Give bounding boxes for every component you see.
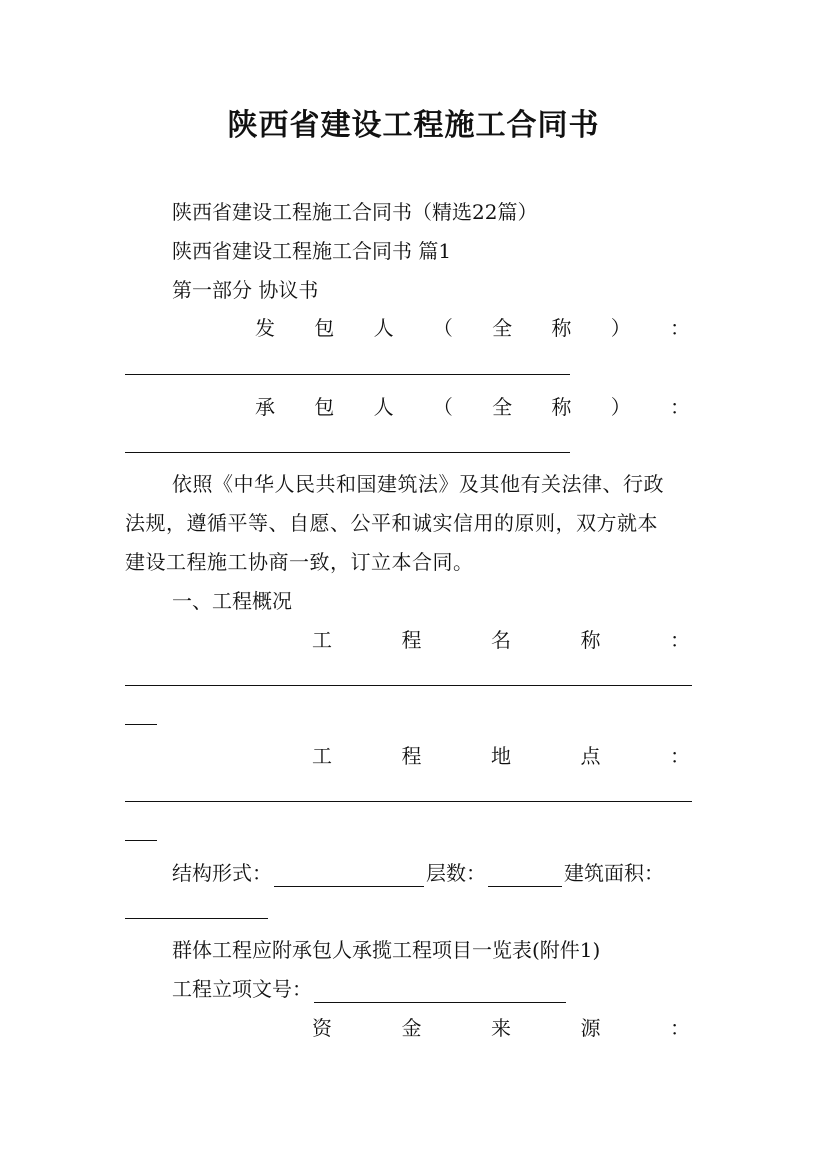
area-blank[interactable] (125, 918, 268, 919)
contractor-label (255, 393, 690, 421)
employer-label-char: 称 (551, 316, 572, 340)
project-name-label (312, 626, 690, 654)
contractor-label-char: 包 (314, 395, 335, 419)
contractor-blank[interactable] (125, 452, 570, 453)
project-location-label-char: 工 (312, 744, 332, 768)
preamble-line: 法规，遵循平等、自愿、公平和诚实信用的原则，双方就本 (125, 511, 658, 535)
project-name-label-char: 名 (491, 628, 511, 652)
employer-label-char: 人 (373, 316, 394, 340)
contractor-label-char: 全 (492, 395, 513, 419)
project-location-label-char: 地 (491, 744, 511, 768)
project-name-blank-continued[interactable] (125, 724, 157, 725)
preamble-line: 依照《中华人民共和国建筑法》及其他有关法律、行政 (172, 472, 664, 496)
contractor-label-char: 承 (255, 395, 275, 419)
employer-label-char: 全 (492, 316, 513, 340)
floors-blank[interactable] (488, 866, 562, 887)
chapter-heading: 陕西省建设工程施工合同书 篇1 (172, 239, 452, 263)
approval-no-label: 工程立项文号： (172, 977, 312, 1001)
contractor-label-char: ） (610, 395, 631, 419)
contractor-label-char: （ (432, 395, 453, 419)
project-name-label-char: 工 (312, 628, 332, 652)
project-name-blank[interactable] (125, 685, 692, 686)
project-location-label (312, 742, 690, 770)
employer-label (255, 314, 690, 342)
project-location-blank-continued[interactable] (125, 840, 157, 841)
fund-source-label-char: 源 (580, 1016, 601, 1040)
project-location-blank[interactable] (125, 801, 692, 802)
floors-label: 层数： (426, 861, 486, 885)
approval-row (172, 975, 568, 1003)
approval-no-blank[interactable] (314, 982, 566, 1003)
employer-label-char: ） (610, 316, 631, 340)
project-name-label-char: 称 (580, 628, 601, 652)
contractor-label-char: 称 (551, 395, 572, 419)
area-label: 建筑面积： (564, 861, 664, 885)
project-location-label-char: ： (670, 744, 690, 768)
section-heading: 一、工程概况 (172, 589, 292, 613)
preamble-line: 建设工程施工协商一致，订立本合同。 (125, 550, 474, 574)
fund-source-label-char: 来 (491, 1016, 511, 1040)
project-location-label-char: 点 (580, 744, 601, 768)
structure-blank[interactable] (274, 866, 424, 887)
structure-row (172, 859, 664, 887)
employer-blank[interactable] (125, 374, 570, 375)
project-name-label-char: 程 (401, 628, 422, 652)
employer-label-char: 发 (255, 316, 275, 340)
fund-source-label-char: 资 (312, 1016, 332, 1040)
page-title: 陕西省建设工程施工合同书 (227, 108, 600, 143)
project-location-label-char: 程 (401, 744, 422, 768)
part-heading: 第一部分 协议书 (172, 278, 319, 302)
project-name-label-char: ： (670, 628, 690, 652)
subtitle: 陕西省建设工程施工合同书（精选22篇） (172, 200, 538, 224)
employer-label-char: ： (669, 316, 690, 340)
employer-label-char: 包 (314, 316, 335, 340)
contractor-label-char: 人 (373, 395, 394, 419)
group-project-note: 群体工程应附承包人承揽工程项目一览表(附件1) (172, 938, 601, 962)
fund-source-label-char: 金 (401, 1016, 422, 1040)
fund-source-label (312, 1014, 690, 1042)
contractor-label-char: ： (669, 395, 690, 419)
structure-label: 结构形式： (172, 861, 272, 885)
fund-source-label-char: ： (670, 1016, 690, 1040)
employer-label-char: （ (432, 316, 453, 340)
